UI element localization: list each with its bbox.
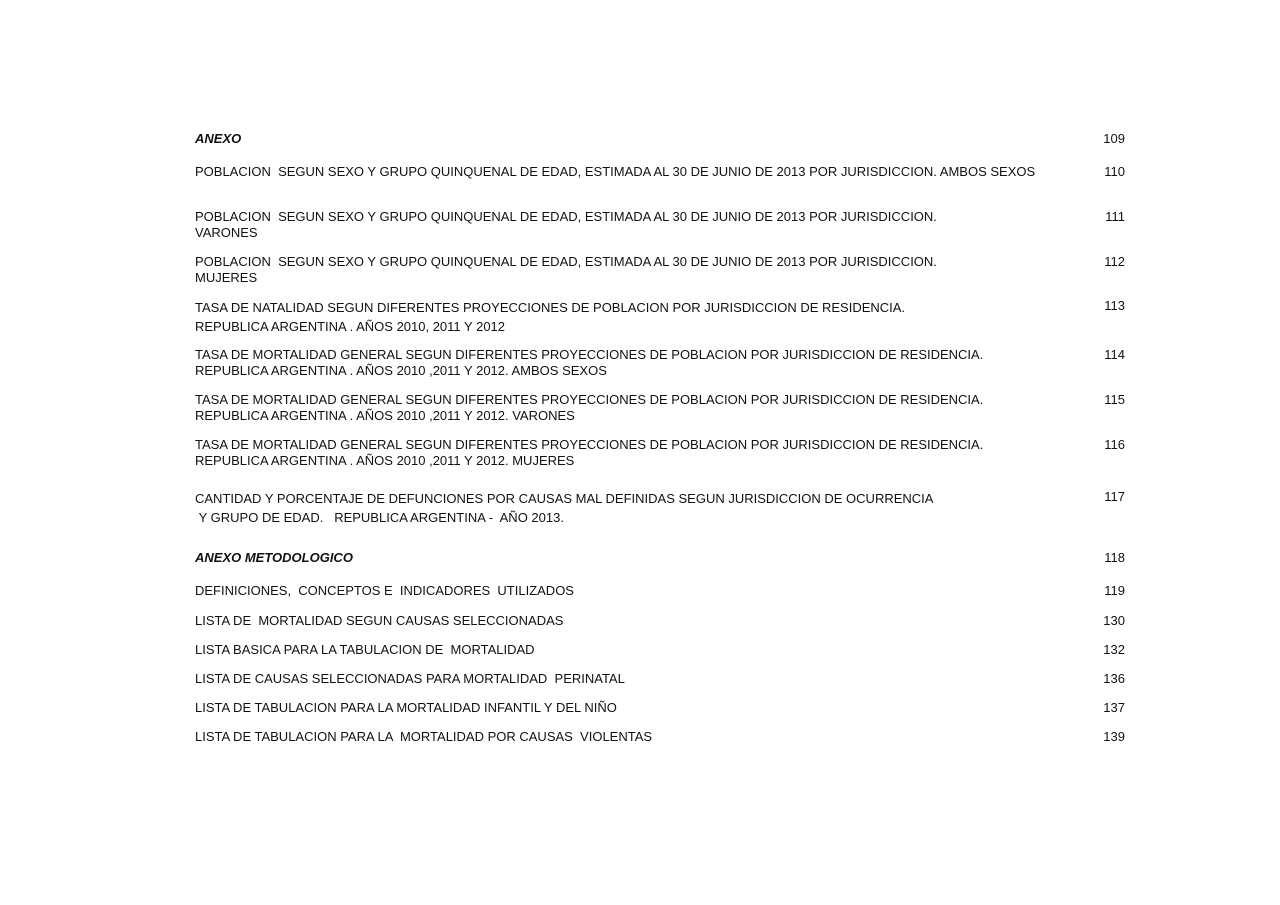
toc-entry-title: LISTA DE CAUSAS SELECCIONADAS PARA MORTALIDAD PERINATAL [195, 671, 625, 686]
toc-entry-page: 118 [1104, 550, 1125, 565]
toc-entry-page: 116 [1104, 437, 1125, 452]
toc-entry-title: TASA DE MORTALIDAD GENERAL SEGUN DIFERENTES PROYECCIONES DE POBLACION POR JURISDICCION DE RESIDENCIA. REPUBLICA ARGENTINA . AÑOS 2010 ,2011 Y 2012. AMBOS SEXOS [195, 347, 984, 378]
toc-entry-page: 115 [1104, 392, 1125, 407]
toc-entry-title: POBLACION SEGUN SEXO Y GRUPO QUINQUENAL DE EDAD, ESTIMADA AL 30 DE JUNIO DE 2013 POR JURISDICCION. MUJERES [195, 254, 937, 285]
toc-entry-title: POBLACION SEGUN SEXO Y GRUPO QUINQUENAL DE EDAD, ESTIMADA AL 30 DE JUNIO DE 2013 POR JURISDICCION. VARONES [195, 209, 937, 240]
toc-entry-title: DEFINICIONES, CONCEPTOS E INDICADORES UTILIZADOS [195, 583, 574, 598]
toc-entry-page: 119 [1104, 583, 1125, 598]
toc-entry-title: CANTIDAD Y PORCENTAJE DE DEFUNCIONES POR CAUSAS MAL DEFINIDAS SEGUN JURISDICCION DE OCURRENCIA Y GRUPO DE EDAD. REPUBLICA ARGENTINA - AÑO 2013. [195, 491, 934, 525]
toc-entry-page: 136 [1103, 671, 1125, 686]
toc-entry-page: 130 [1103, 613, 1125, 628]
toc-entry-page: 113 [1104, 298, 1125, 313]
toc-entry-title: ANEXO METODOLOGICO [195, 550, 353, 565]
toc-entry-page: 112 [1104, 254, 1125, 269]
toc-entry-page: 111 [1105, 209, 1125, 224]
toc-entry-title: LISTA DE MORTALIDAD SEGUN CAUSAS SELECCIONADAS [195, 613, 564, 628]
toc-entry-title: LISTA DE TABULACION PARA LA MORTALIDAD POR CAUSAS VIOLENTAS [195, 729, 653, 744]
toc-entry-title: POBLACION SEGUN SEXO Y GRUPO QUINQUENAL DE EDAD, ESTIMADA AL 30 DE JUNIO DE 2013 POR JURISDICCION. AMBOS SEXOS [195, 164, 1036, 179]
toc-entry-title: LISTA BASICA PARA LA TABULACION DE MORTALIDAD [195, 642, 535, 657]
toc-entry-page: 137 [1103, 700, 1125, 715]
toc-entry-title: TASA DE NATALIDAD SEGUN DIFERENTES PROYECCIONES DE POBLACION POR JURISDICCION DE RESIDENCIA. REPUBLICA ARGENTINA . AÑOS 2010, 2011 Y 2012 [195, 300, 906, 334]
toc-entry-title: ANEXO [195, 131, 242, 146]
toc-entry-title: TASA DE MORTALIDAD GENERAL SEGUN DIFERENTES PROYECCIONES DE POBLACION POR JURISDICCION DE RESIDENCIA. REPUBLICA ARGENTINA . AÑOS 2010 ,2011 Y 2012. VARONES [195, 392, 984, 423]
toc-entry-page: 110 [1104, 164, 1125, 179]
toc-entry-page: 114 [1104, 347, 1125, 362]
toc-entry-page: 117 [1104, 489, 1125, 504]
toc-entry-page: 109 [1103, 131, 1125, 146]
toc-entry-page: 132 [1103, 642, 1125, 657]
toc-entry-title: LISTA DE TABULACION PARA LA MORTALIDAD INFANTIL Y DEL NIÑO [195, 700, 617, 715]
toc-entry-title: TASA DE MORTALIDAD GENERAL SEGUN DIFERENTES PROYECCIONES DE POBLACION POR JURISDICCION DE RESIDENCIA. REPUBLICA ARGENTINA . AÑOS 2010 ,2011 Y 2012. MUJERES [195, 437, 984, 468]
toc-entry-page: 139 [1103, 729, 1125, 744]
